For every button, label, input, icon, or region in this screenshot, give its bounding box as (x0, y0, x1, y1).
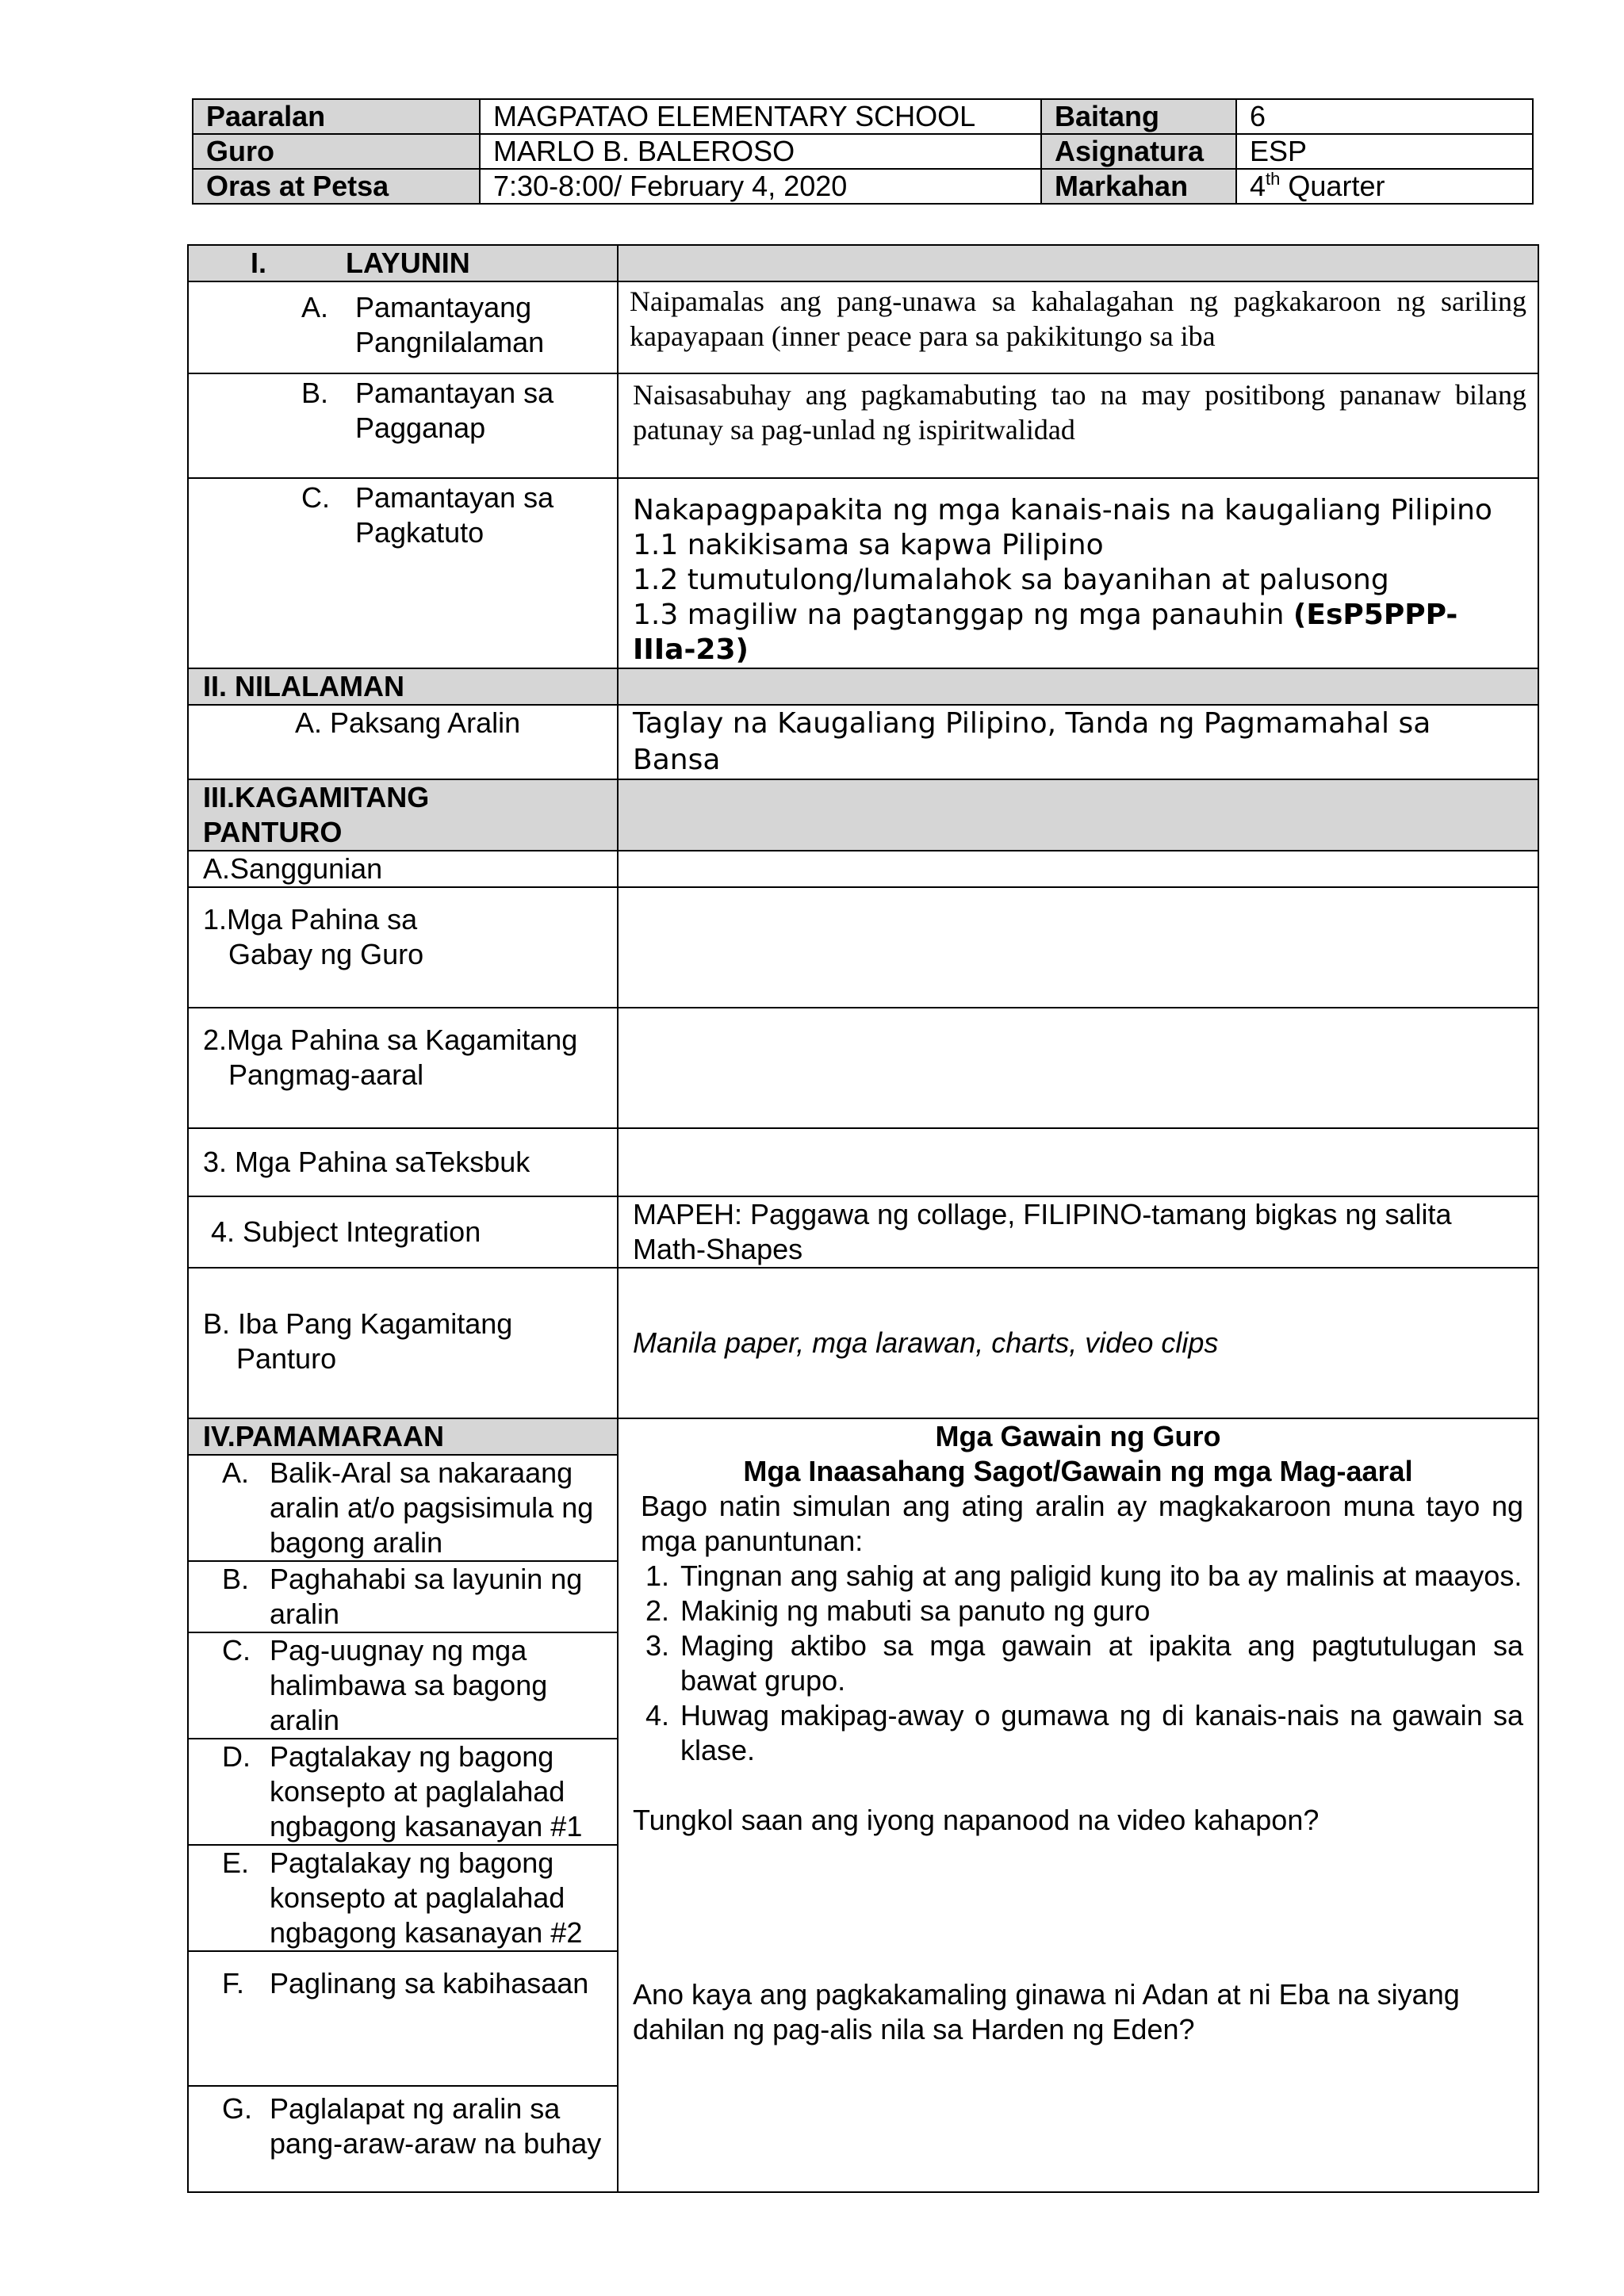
performance-standard-label-1: Pamantayan sa (355, 377, 554, 409)
grade-label: Baitang (1041, 99, 1236, 134)
content-standard-value: Naipamalas ang pang-unawa sa kahalagahan ng pagkakaroon ng sariling kapayapaan (inner peace para sa pakikitungo sa iba (618, 281, 1538, 373)
teacher-guide-label-1: 1.Mga Pahina sa (203, 903, 418, 936)
sec1-title-text: LAYUNIN (346, 247, 470, 279)
content-standard-label-1: Pamantayang (355, 291, 532, 323)
activities-heading-1: Mga Gawain ng Guro (935, 1420, 1221, 1452)
other-materials-label-2: Panturo (236, 1342, 337, 1375)
sec1-title (188, 245, 618, 281)
topic-value: Taglay na Kaugaliang Pilipino, Tanda ng Pagmamahal sa Bansa (618, 705, 1538, 779)
sec1-header-blank (618, 245, 1538, 281)
references-label: A.Sanggunian (188, 851, 618, 887)
step-text: Pagtalakay ng bagong konsepto at paglalahad ngbagong kasanayan #2 (270, 1846, 583, 1949)
integration-label: 4. Subject Integration (188, 1196, 618, 1268)
teacher-guide-label-2: Gabay ng Guro (228, 938, 424, 970)
competency-line: Nakapagpapakita ng mga kanais-nais na kaugaliang Pilipino (633, 494, 1492, 526)
procedure-activities (618, 1418, 1538, 2192)
textbook-value (618, 1128, 1538, 1196)
integration-line-1: MAPEH: Paggawa ng collage, FILIPINO-tamang bigkas ng salita (633, 1198, 1452, 1230)
step-text: Paghahabi sa layunin ng aralin (270, 1563, 583, 1630)
learning-competency-label-1: Pamantayan sa (355, 481, 554, 514)
learner-material-row (188, 1008, 1538, 1128)
step-text: Paglalapat ng aralin sa pang-araw-araw na buhay (270, 2092, 602, 2160)
content-standard-label (188, 281, 618, 373)
sec3-title-2: PANTURO (203, 816, 343, 848)
content-standard-label-2: Pangnilalaman (355, 326, 545, 358)
content-standard-row (188, 281, 1538, 373)
school-label: Paaralan (193, 99, 480, 134)
performance-standard-value: Naisasabuhay ang pagkamabuting tao na may positibong pananaw bilang patunay sa pag-unlad ng ispiritwalidad (618, 373, 1538, 478)
step-mark: B. (222, 1563, 250, 1595)
rules-intro: Bago natin simulan ang ating aralin ay magkakaroon muna tayo ng mga panuntunan: (641, 1490, 1523, 1557)
step-mark: F. (222, 1967, 245, 1999)
textbook-label: 3. Mga Pahina saTeksbuk (188, 1128, 618, 1196)
step-mark: G. (222, 2092, 253, 2125)
sec3-header-row (188, 779, 1538, 851)
time-value: 7:30-8:00/ February 4, 2020 (480, 169, 1041, 204)
competency-line: 1.1 nakikisama sa kapwa Pilipino (633, 529, 1104, 561)
question-1: Tungkol saan ang iyong napanood na video kahapon? (633, 1804, 1320, 1836)
learning-competency-label (188, 478, 618, 668)
teacher-guide-value (618, 887, 1538, 1008)
references-row (188, 851, 1538, 887)
step-c (188, 1632, 618, 1739)
step-mark: D. (222, 1740, 251, 1773)
learner-material-label-1: 2.Mga Pahina sa Kagamitang (203, 1024, 578, 1056)
learning-competency-value (618, 478, 1538, 668)
performance-standard-label-2: Pagganap (355, 411, 486, 444)
rules-list (633, 1559, 1523, 1768)
sec4-title: IV.PAMAMARAAN (188, 1418, 618, 1455)
learner-material-label (188, 1008, 618, 1128)
sec1-header-row (188, 245, 1538, 281)
step-text: Paglinang sa kabihasaan (270, 1967, 589, 1999)
other-materials-value: Manila paper, mga larawan, charts, video clips (618, 1268, 1538, 1418)
teacher-guide-label (188, 887, 618, 1008)
step-d (188, 1739, 618, 1845)
competency-line-text: 1.3 magiliw na pagtanggap ng mga panauhin (633, 599, 1293, 631)
step-mark: C. (222, 1634, 251, 1667)
learning-competency-label-2: Pagkatuto (355, 516, 485, 549)
step-a (188, 1455, 618, 1561)
competency-code: (EsP5PPP- IIIa-23) (633, 599, 1458, 666)
lesson-plan-table (187, 244, 1539, 2193)
step-mark: A. (222, 1456, 250, 1489)
learning-competency-mark: C. (301, 481, 330, 514)
step-g (188, 2086, 618, 2192)
sec2-header-blank (618, 668, 1538, 705)
teacher-value: MARLO B. BALEROSO (480, 134, 1041, 169)
other-materials-label-1: B. Iba Pang Kagamitang (203, 1307, 513, 1340)
subject-label: Asignatura (1041, 134, 1236, 169)
step-text: Balik-Aral sa nakaraang aralin at/o pagsisimula ng bagong aralin (270, 1456, 594, 1559)
topic-label: A. Paksang Aralin (188, 705, 618, 779)
quarter-number: 4 (1250, 170, 1266, 202)
integration-value (618, 1196, 1538, 1268)
other-materials-row (188, 1268, 1538, 1418)
rule-item: 4. Huwag makipag-away o gumawa ng di kanais-nais na gawain sa klase. (677, 1698, 1523, 1768)
performance-standard-label (188, 373, 618, 478)
header-table (192, 98, 1534, 205)
quarter-word: Quarter (1288, 170, 1385, 202)
integration-row (188, 1196, 1538, 1268)
references-value (618, 851, 1538, 887)
other-materials-label (188, 1268, 618, 1418)
sec4-header-row (188, 1418, 1538, 1455)
time-label: Oras at Petsa (193, 169, 480, 204)
competency-line: 1.2 tumutulong/lumalahok sa bayanihan at palusong (633, 564, 1389, 596)
topic-row (188, 705, 1538, 779)
sec2-header-row (188, 668, 1538, 705)
quarter-value (1236, 169, 1533, 204)
textbook-row (188, 1128, 1538, 1196)
step-b (188, 1561, 618, 1632)
sec2-title: II. NILALAMAN (188, 668, 618, 705)
quarter-label: Markahan (1041, 169, 1236, 204)
school-value: MAGPATAO ELEMENTARY SCHOOL (480, 99, 1041, 134)
rule-item: 1. Tingnan ang sahig at ang paligid kung ito ba ay malinis at maayos. (677, 1559, 1523, 1594)
sec3-title-1: III.KAGAMITANG (203, 781, 430, 813)
learner-material-value (618, 1008, 1538, 1128)
teacher-guide-row (188, 887, 1538, 1008)
rule-item: 3. Maging aktibo sa mga gawain at ipakita ang pagtutulugan sa bawat grupo. (677, 1628, 1523, 1698)
competency-line (633, 598, 1526, 668)
sec3-title (188, 779, 618, 851)
step-text: Pag-uugnay ng mga halimbawa sa bagong aralin (270, 1634, 548, 1736)
subject-value: ESP (1236, 134, 1533, 169)
integration-line-2: Math-Shapes (633, 1233, 803, 1265)
step-text: Pagtalakay ng bagong konsepto at paglalahad ngbagong kasanayan #1 (270, 1740, 583, 1843)
performance-standard-mark: B. (301, 377, 329, 409)
learning-competency-row (188, 478, 1538, 668)
learner-material-label-2: Pangmag-aaral (228, 1058, 424, 1091)
step-e (188, 1845, 618, 1951)
content-standard-mark: A. (301, 291, 329, 323)
rule-item: 2. Makinig ng mabuti sa panuto ng guro (677, 1594, 1523, 1628)
teacher-label: Guro (193, 134, 480, 169)
question-2: Ano kaya ang pagkakamaling ginawa ni Adan at ni Eba na siyang dahilan ng pag-alis nila sa Harden ng Eden? (633, 1978, 1460, 2045)
quarter-suffix: th (1266, 169, 1281, 189)
grade-value: 6 (1236, 99, 1533, 134)
sec1-number: I. (251, 247, 267, 279)
sec3-header-blank (618, 779, 1538, 851)
step-f (188, 1951, 618, 2086)
performance-standard-row (188, 373, 1538, 478)
step-mark: E. (222, 1846, 250, 1879)
activities-heading-2: Mga Inaasahang Sagot/Gawain ng mga Mag-aaral (743, 1455, 1413, 1487)
